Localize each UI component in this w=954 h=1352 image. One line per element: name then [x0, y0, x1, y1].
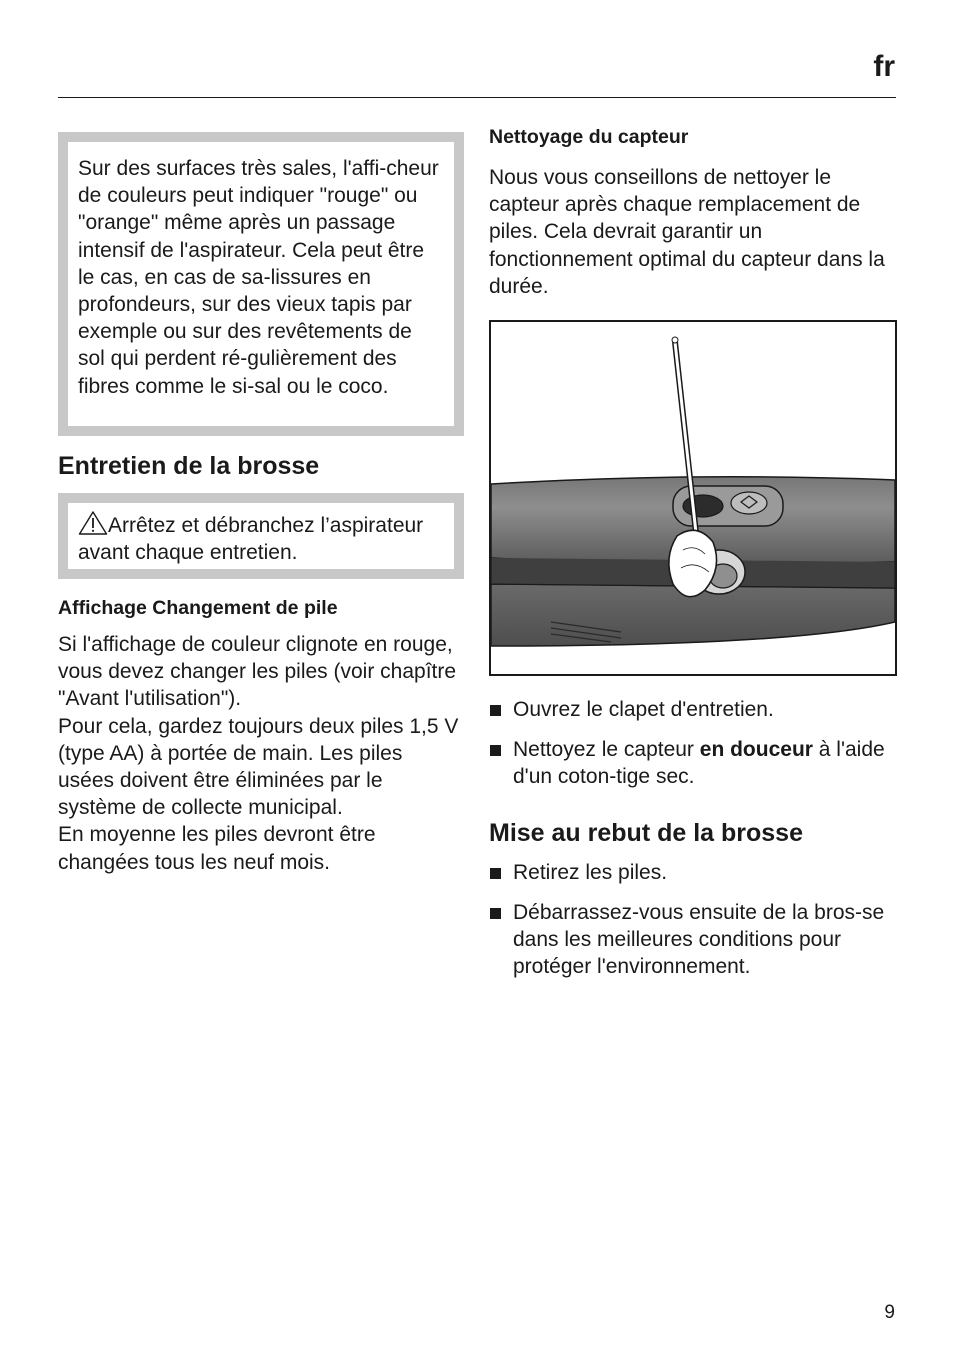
left-column	[58, 132, 464, 876]
instruction-list-cleaning	[489, 696, 897, 791]
section-title-entretien: Entretien de la brosse	[58, 452, 320, 480]
right-column	[489, 124, 897, 980]
bullet-square-icon	[490, 705, 501, 716]
header-rule	[58, 97, 896, 98]
list-item: Débarrassez-vous ensuite de la bros-se dans les meilleures conditions pour protéger l'environnement.	[489, 899, 897, 981]
warning-box	[58, 493, 464, 579]
list-item: Retirez les piles.	[489, 859, 897, 886]
paragraph-battery-type: Pour cela, gardez toujours deux piles 1,5 V (type AA) à portée de main. Les piles usées doivent être éliminées par le système de collecte municipal.	[58, 714, 459, 820]
note-text: Sur des surfaces très sales, l'affi-cheur de couleurs peut indiquer "rouge" ou "orange" même après un passage intensif de l'aspirateur. Cela peut être le cas, en cas de sa-lissures en profondeurs, sur des vieux tapis par exemple ou sur des revêtements de sol qui perdent ré-gulièrement des fibres comme le si-sal ou le coco.	[78, 157, 439, 398]
paragraph-battery-lifetime: En moyenne les piles devront être changées tous les neuf mois.	[58, 823, 376, 874]
instruction-list-disposal	[489, 859, 897, 981]
page-number: 9	[884, 1302, 895, 1323]
bullet-square-icon	[490, 745, 501, 756]
paragraph-sensor-cleaning: Nous vous conseillons de nettoyer le capteur après chaque remplacement de piles. Cela devrait garantir un fonctionnement optimal du capteur dans la durée.	[489, 166, 885, 298]
section-title-mise-au-rebut: Mise au rebut de la brosse	[489, 818, 803, 847]
paragraph-battery-change: Si l'affichage de couleur clignote en rouge, vous devez changer les piles (voir chapître "Avant l'utilisation").	[58, 633, 457, 711]
warning-triangle-icon	[78, 511, 108, 535]
bullet-square-icon	[490, 908, 501, 919]
brush-sensor-drawing	[491, 322, 895, 674]
warning-paragraph	[78, 511, 444, 566]
subtitle-nettoyage: Nettoyage du capteur	[489, 126, 689, 148]
subtitle-affichage: Affichage Changement de pile	[58, 597, 338, 619]
list-item: Nettoyez le capteur en douceur à l'aide d'un coton-tige sec.	[489, 736, 897, 790]
note-box	[58, 132, 464, 436]
sensor-cleaning-illustration	[489, 320, 897, 676]
warning-text: Arrêtez et débranchez l’aspirateur avant chaque entretien.	[78, 514, 424, 565]
list-item: Ouvrez le clapet d'entretien.	[489, 696, 897, 723]
language-code: fr	[873, 50, 895, 83]
bullet-square-icon	[490, 868, 501, 879]
